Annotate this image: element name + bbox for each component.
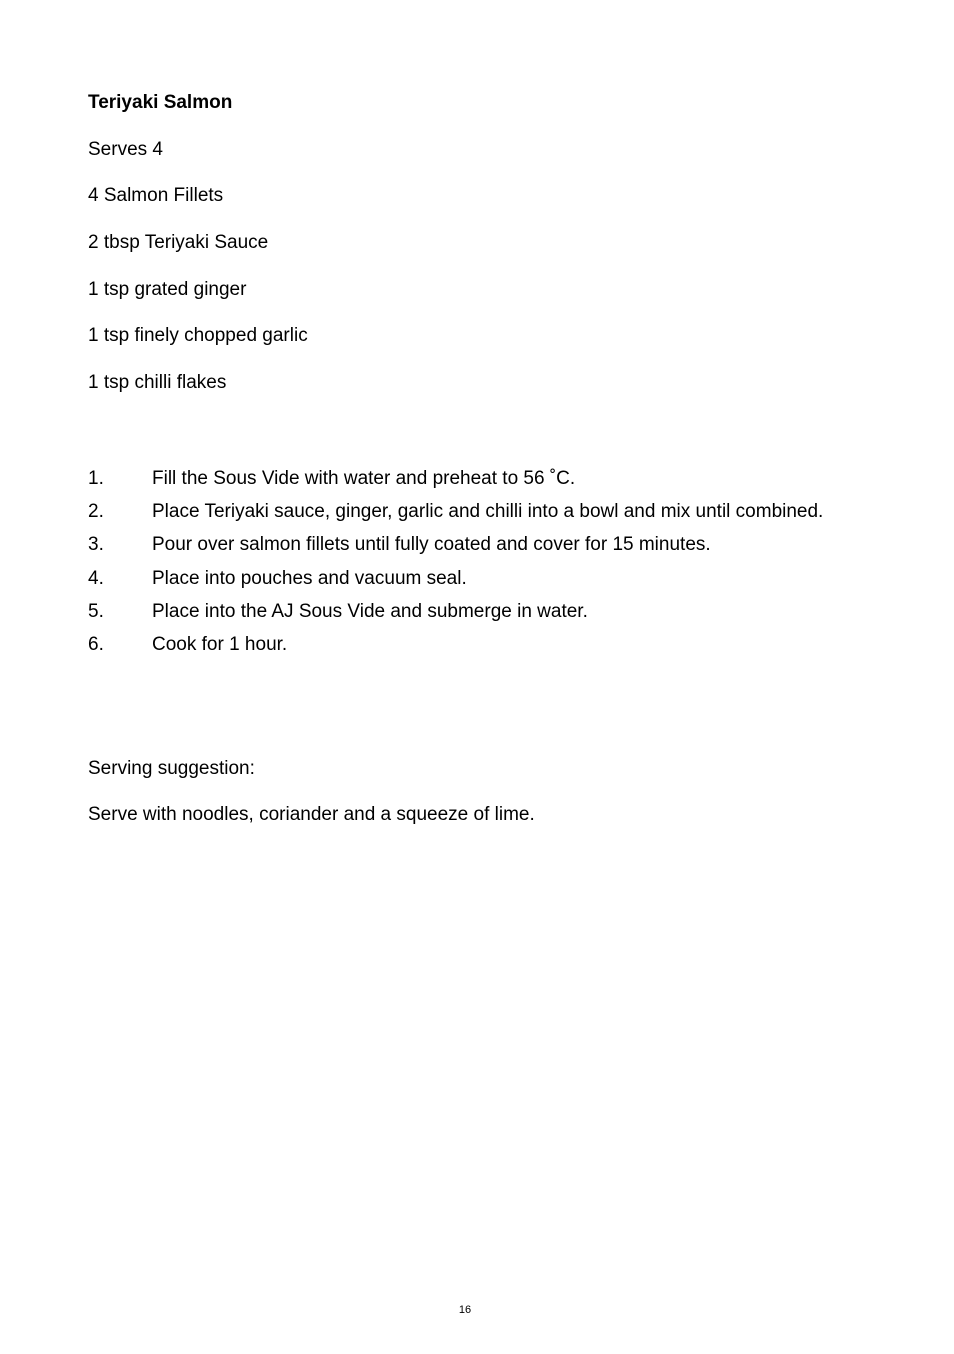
ingredient-item: 1 tsp grated ginger bbox=[88, 279, 247, 300]
ingredient-item: 4 Salmon Fillets bbox=[88, 185, 224, 206]
serves-text: Serves 4 bbox=[88, 139, 163, 160]
page-number: 16 bbox=[458, 1304, 472, 1316]
method-step bbox=[88, 462, 848, 495]
step-number: 2. bbox=[88, 501, 104, 523]
step-number: 4. bbox=[88, 567, 104, 589]
serving-suggestion-text: Serve with noodles, coriander and a squeeze of lime. bbox=[88, 804, 535, 825]
method-step bbox=[88, 495, 848, 528]
step-text: Fill the Sous Vide with water and preheat to 56 ˚C. bbox=[152, 468, 576, 489]
step-text: Pour over salmon fillets until fully coated and cover for 15 minutes. bbox=[152, 534, 711, 556]
method-step bbox=[88, 562, 848, 595]
ingredient-item: 2 tbsp Teriyaki Sauce bbox=[88, 232, 269, 253]
step-number: 5. bbox=[88, 600, 104, 622]
method-step bbox=[88, 595, 848, 628]
serving-suggestion-label: Serving suggestion: bbox=[88, 758, 255, 779]
ingredient-item: 1 tsp finely chopped garlic bbox=[88, 325, 308, 346]
step-text: Place into the AJ Sous Vide and submerge in water. bbox=[152, 600, 588, 622]
step-text: Place Teriyaki sauce, ginger, garlic and chilli into a bowl and mix until combined. bbox=[152, 501, 824, 523]
step-number: 1. bbox=[88, 468, 104, 489]
step-number: 3. bbox=[88, 534, 104, 556]
method-step bbox=[88, 628, 848, 661]
method-step bbox=[88, 528, 848, 561]
recipe-title: Teriyaki Salmon bbox=[88, 92, 233, 113]
ingredient-item: 1 tsp chilli flakes bbox=[88, 372, 227, 393]
step-text: Place into pouches and vacuum seal. bbox=[152, 567, 467, 589]
step-number: 6. bbox=[88, 634, 104, 656]
method-steps-list bbox=[88, 462, 848, 661]
step-text: Cook for 1 hour. bbox=[152, 634, 288, 656]
